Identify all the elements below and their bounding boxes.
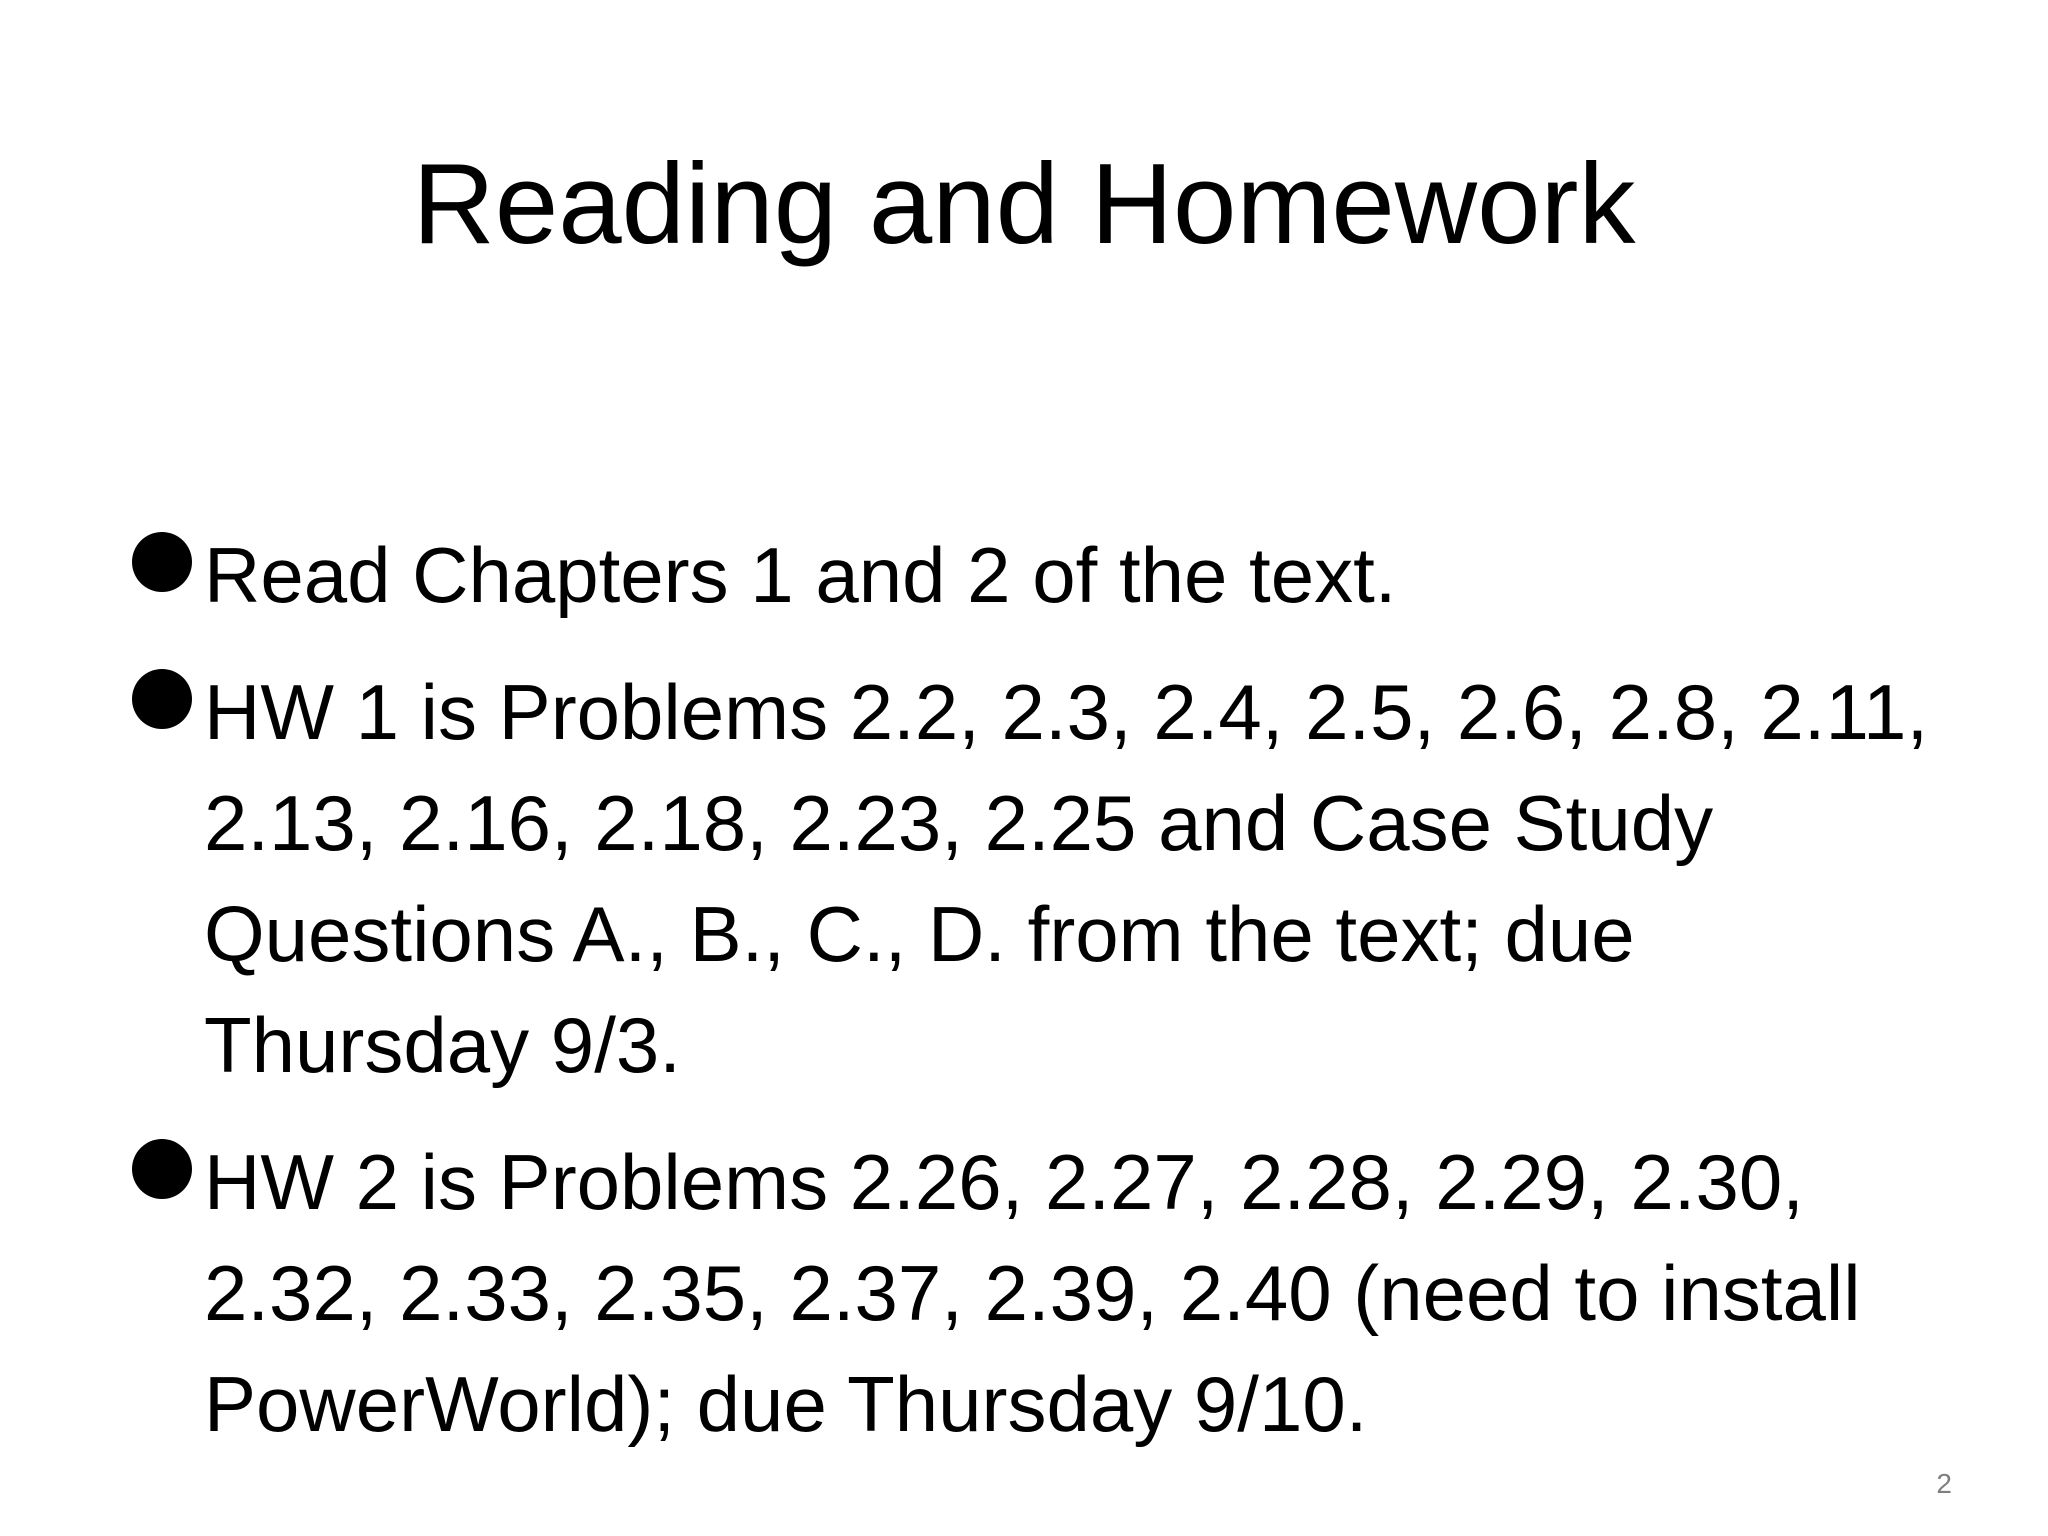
bullet-dot-icon (132, 532, 192, 592)
bullet-text: Read Chapters 1 and 2 of the text. (204, 531, 1397, 619)
bullet-list (130, 520, 1960, 1486)
bullet-text: HW 1 is Problems 2.2, 2.3, 2.4, 2.5, 2.6, 2.8, 2.11, 2.13, 2.16, 2.18, 2.23, 2.25 and Case Study Questions A., B., C., D. from the text; due Thursday 9/3. (204, 668, 1929, 1089)
bullet-text: HW 2 is Problems 2.26, 2.27, 2.28, 2.29, 2.30, 2.32, 2.33, 2.35, 2.37, 2.39, 2.40 (need to install PowerWorld); due Thursday 9/10. (204, 1138, 1861, 1448)
bullet-dot-icon (132, 1139, 192, 1199)
slide-title: Reading and Homework (412, 141, 1636, 268)
bullet-item-read-chapters (130, 520, 1960, 631)
page-number: 2 (1936, 1468, 1952, 1499)
bullet-item-hw1 (130, 657, 1960, 1101)
bullet-dot-icon (132, 669, 192, 729)
bullet-item-hw2 (130, 1127, 1960, 1460)
